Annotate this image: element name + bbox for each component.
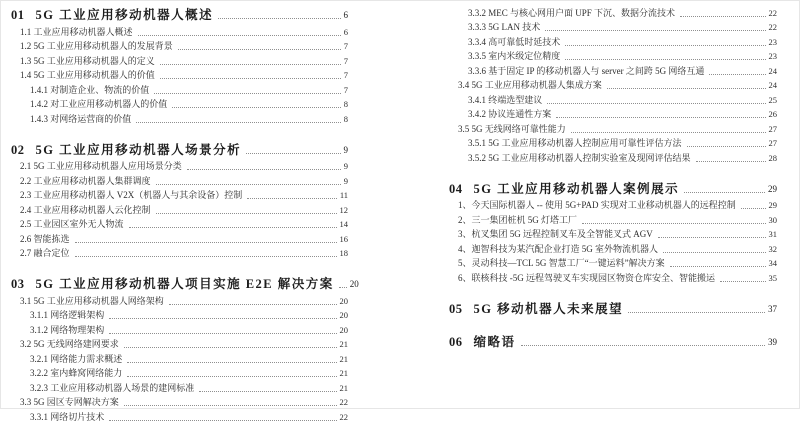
toc-entry[interactable] [11,38,348,53]
toc-entry[interactable] [449,106,777,121]
toc-entry-label: 5G 工业应用移动机器人场景分析 [35,142,242,157]
toc-entry-page: 22 [339,397,348,407]
toc-entry[interactable] [11,336,348,351]
toc-entry-label: 3.2.2 室内蜂窝网络能力 [30,368,123,378]
toc-entry[interactable] [11,201,348,216]
toc-entry-page: 9 [343,144,348,155]
toc-entry[interactable] [11,96,348,111]
toc-entry-page: 21 [339,353,348,364]
toc-entry-label: 3.4 5G 工业应用移动机器人集成方案 [458,80,602,90]
toc-entry-label: 1.4.3 对网络运营商的价值 [30,113,132,124]
toc-entry-page: 16 [339,233,348,244]
toc-entry-label: 1.4.1 对制造企业、物流的价值 [30,84,150,95]
toc-entry[interactable] [449,226,777,241]
toc-entry[interactable] [11,394,348,409]
toc-entry-page: 12 [339,204,348,215]
toc-entry-label: 2、三一集团桩机 5G 灯塔工厂 [458,214,578,225]
toc-entry-label: 3.3.1 网络切片技术 [30,411,105,422]
toc-entry-page: 14 [339,219,348,229]
toc-entry-label: 3.4.1 终端选型建议 [468,94,543,105]
toc-entry[interactable] [11,110,348,125]
toc-entry[interactable] [449,255,777,270]
dot-leader [658,237,766,238]
dot-leader [156,184,341,185]
toc-entry-page: 31 [768,229,777,239]
dot-leader [607,88,766,89]
toc-entry[interactable] [11,81,348,96]
dot-leader [582,223,765,224]
toc-entry-label: 3.2 5G 无线网络建网要求 [20,339,119,349]
toc-entry-label: 5G 移动机器人未来展望 [473,301,624,316]
toc-section-header[interactable] [449,178,777,197]
toc-entry-label: 3.1.2 网络物理架构 [30,324,105,335]
toc-entry[interactable] [11,245,348,260]
toc-entry[interactable] [449,135,777,150]
dot-leader [160,64,341,65]
dot-leader [129,227,337,228]
toc-entry-page: 27 [768,123,777,134]
toc-entry-label: 3.3.2 MEC 与核心网用户面 UPF 下沉、数据分流技术 [468,7,676,18]
toc-entry-page: 7 [343,70,348,80]
dot-leader [670,266,766,267]
dot-leader [628,312,765,313]
toc-entry-label: 2.3 工业应用移动机器人 V2X（机器人与其余设备）控制 [20,190,243,200]
toc-entry-page: 8 [343,99,348,109]
toc-entry[interactable] [449,62,777,77]
toc-entry-page: 32 [768,243,777,254]
toc-entry[interactable] [449,120,777,135]
toc-entry[interactable] [11,321,348,336]
dot-leader [187,169,341,170]
toc-entry-label: 3.3.5 室内米级定位精度 [468,51,561,61]
toc-entry-page: 24 [768,80,777,90]
toc-entry-label: 3.1.1 网络逻辑架构 [30,310,105,320]
toc-entry[interactable] [449,149,777,164]
dot-leader [680,16,765,17]
toc-entry[interactable] [11,67,348,82]
dot-leader [687,146,766,147]
toc-entry-page: 6 [343,26,348,37]
toc-entry[interactable] [11,23,348,38]
toc-entry[interactable] [11,230,348,245]
toc-entry-label: 2.5 工业园区室外无人物流 [20,219,124,229]
toc-section-number: 03 [11,277,25,291]
toc-entry-label: 3.4.2 协议连通性方案 [468,109,552,119]
dot-leader [109,333,336,334]
dot-leader [696,161,766,162]
toc-entry[interactable] [11,172,348,187]
toc-entry-label: 3.2.1 网络能力需求概述 [30,353,123,364]
dot-leader [199,391,336,392]
dot-leader [709,74,765,75]
toc-section-header[interactable] [11,139,348,158]
dot-leader [75,242,337,243]
toc-column-right [449,4,777,350]
toc-entry[interactable] [449,4,777,19]
toc-entry[interactable] [449,91,777,106]
dot-leader [565,45,765,46]
toc-entry-label: 2.4 工业应用移动机器人云化控制 [20,204,151,215]
toc-entry-page: 7 [343,55,348,66]
toc-entry-label: 1.4 5G 工业应用移动机器人的价值 [20,70,155,80]
toc-entry-page: 30 [768,214,777,225]
dot-leader [547,103,765,104]
toc-entry-page: 20 [339,310,348,320]
dot-leader [109,420,336,421]
toc-entry[interactable] [449,48,777,63]
dot-leader [124,405,337,406]
dot-leader [178,49,341,50]
toc-entry-label: 4、迦智科技为某汽配企业打造 5G 室外物流机器人 [458,243,659,254]
dot-leader [124,347,337,348]
toc-entry-label: 2.6 智能拣选 [20,233,70,244]
toc-entry-page: 23 [768,36,777,47]
dot-leader [339,287,347,288]
toc-section-number: 01 [11,8,25,22]
toc-entry-label: 3.3.4 高可靠低时延技术 [468,36,561,47]
toc-entry-page: 28 [768,152,777,163]
toc-entry-label: 2.7 融合定位 [20,248,70,258]
toc-entry-page: 22 [768,7,777,18]
toc-entry-page: 9 [343,175,348,186]
toc-entry-page: 21 [339,368,348,378]
toc-entry[interactable] [11,350,348,365]
toc-entry[interactable] [449,240,777,255]
toc-entry-label: 3.5.1 5G 工业应用移动机器人控制应用可靠性评估方法 [468,138,682,148]
toc-entry-page: 7 [343,41,348,51]
dot-leader [246,153,340,154]
toc-entry-label: 3、杭叉集团 5G 远程控制叉车及全智能叉式 AGV [458,229,653,239]
toc-entry-page: 27 [768,138,777,148]
dot-leader [720,281,766,282]
toc-entry-page: 29 [768,183,777,194]
toc-entry-label: 1.1 工业应用移动机器人概述 [20,26,133,37]
dot-leader [565,59,765,60]
dot-leader [75,256,337,257]
toc-entry-label: 3.1 5G 工业应用移动机器人网络架构 [20,295,164,306]
toc-entry[interactable] [11,292,348,307]
toc-entry-page: 8 [343,113,348,124]
dot-leader [556,117,765,118]
toc-entry-page: 6 [343,10,348,20]
dot-leader [218,18,340,19]
toc-entry-page: 22 [768,22,777,32]
toc-entry-label: 5G 工业应用移动机器人项目实施 E2E 解决方案 [35,277,334,291]
toc-entry-label: 3.5.2 5G 工业应用移动机器人控制实验室及现网评估结果 [468,152,691,163]
toc-entry[interactable] [11,52,348,67]
toc-entry-label: 3.3.3 5G LAN 技术 [468,22,541,32]
toc-entry-page: 35 [768,272,777,283]
toc-entry-page: 22 [339,411,348,422]
dot-leader [741,208,766,209]
toc-entry-page: 9 [343,161,348,171]
toc-entry-page: 11 [339,190,348,200]
toc-entry-label: 3.3.6 基于固定 IP 的移动机器人与 server 之间跨 5G 网络互通 [468,65,705,76]
toc-section-number: 05 [449,301,463,316]
toc-entry[interactable] [449,197,777,212]
toc-entry-page: 34 [768,258,777,268]
toc-entry-label: 1.3 5G 工业应用移动机器人的定义 [20,55,155,66]
dot-leader [127,362,336,363]
toc-entry-page: 21 [339,339,348,349]
toc-entry-page: 23 [768,51,777,61]
toc-entry-page: 26 [768,109,777,119]
toc-entry[interactable] [449,33,777,48]
toc-section-number: 06 [449,334,463,349]
toc-entry-page: 18 [339,248,348,258]
toc-entry-label: 1、今天国际机器人 -- 使用 5G+PAD 实现对工业移动机器人的远程控制 [458,200,736,210]
dot-leader [684,192,765,193]
toc-entry[interactable] [449,77,777,92]
toc-entry[interactable] [11,365,348,380]
toc-section-header[interactable] [11,273,359,292]
toc-entry-page: 7 [343,84,348,95]
toc-entry-label: 1.4.2 对工业应用移动机器人的价值 [30,99,168,109]
toc-entry-page: 21 [339,382,348,393]
toc-entry[interactable] [11,379,348,394]
toc-entry-label: 3.5 5G 无线网络可靠性能力 [458,123,566,134]
toc-entry-label: 2.1 5G 工业应用移动机器人应用场景分类 [20,161,182,171]
toc-section-header[interactable] [449,331,777,350]
toc-entry-label: 3.2.3 工业应用移动机器人场景的建网标准 [30,382,195,393]
dot-leader [172,107,340,108]
dot-leader [521,345,765,346]
dot-leader [247,198,337,199]
dot-leader [109,318,336,319]
toc-column-left [11,4,359,423]
toc-entry[interactable] [11,408,348,423]
toc-entry-label: 6、联核科技 -5G 远程驾驶叉车实现园区物资仓库安全、智能搬运 [458,272,715,283]
dot-leader [545,30,765,31]
toc-entry[interactable] [449,211,777,226]
toc-entry[interactable] [449,19,777,34]
toc-entry-page: 20 [349,279,359,289]
toc-entry[interactable] [11,158,348,173]
toc-entry-page: 24 [768,65,777,76]
dot-leader [169,304,337,305]
toc-entry-label: 5G 工业应用移动机器人案例展示 [473,181,680,196]
toc-entry[interactable] [11,216,348,231]
toc-entry-page: 25 [768,94,777,105]
dot-leader [663,252,765,253]
toc-entry[interactable] [449,269,777,284]
toc-entry-page: 20 [339,324,348,335]
toc-entry-page: 39 [768,336,777,347]
toc-entry-label: 1.2 5G 工业应用移动机器人的发展背景 [20,41,173,51]
toc-entry-label: 5G 工业应用移动机器人概述 [35,8,214,22]
toc-entry[interactable] [11,187,348,202]
toc-section-number: 04 [449,181,463,196]
toc-entry-label: 3.3 5G 园区专网解决方案 [20,397,119,407]
toc-section-header[interactable] [11,4,348,23]
dot-leader [138,35,341,36]
dot-leader [160,78,341,79]
toc-entry-label: 5、灵动科技—TCL 5G 智慧工厂“一键运料”解决方案 [458,258,665,268]
toc-entry-label: 缩略语 [473,334,516,349]
toc-entry[interactable] [11,307,348,322]
dot-leader [156,213,337,214]
toc-entry-page: 37 [768,303,777,314]
toc-entry-page: 20 [339,295,348,306]
dot-leader [127,376,336,377]
dot-leader [154,93,340,94]
toc-section-header[interactable] [449,298,777,317]
toc-entry-page: 29 [768,200,777,210]
toc-section-number: 02 [11,142,25,157]
dot-leader [571,132,766,133]
dot-leader [136,122,340,123]
toc-entry-label: 2.2 工业应用移动机器人集群调度 [20,175,151,186]
